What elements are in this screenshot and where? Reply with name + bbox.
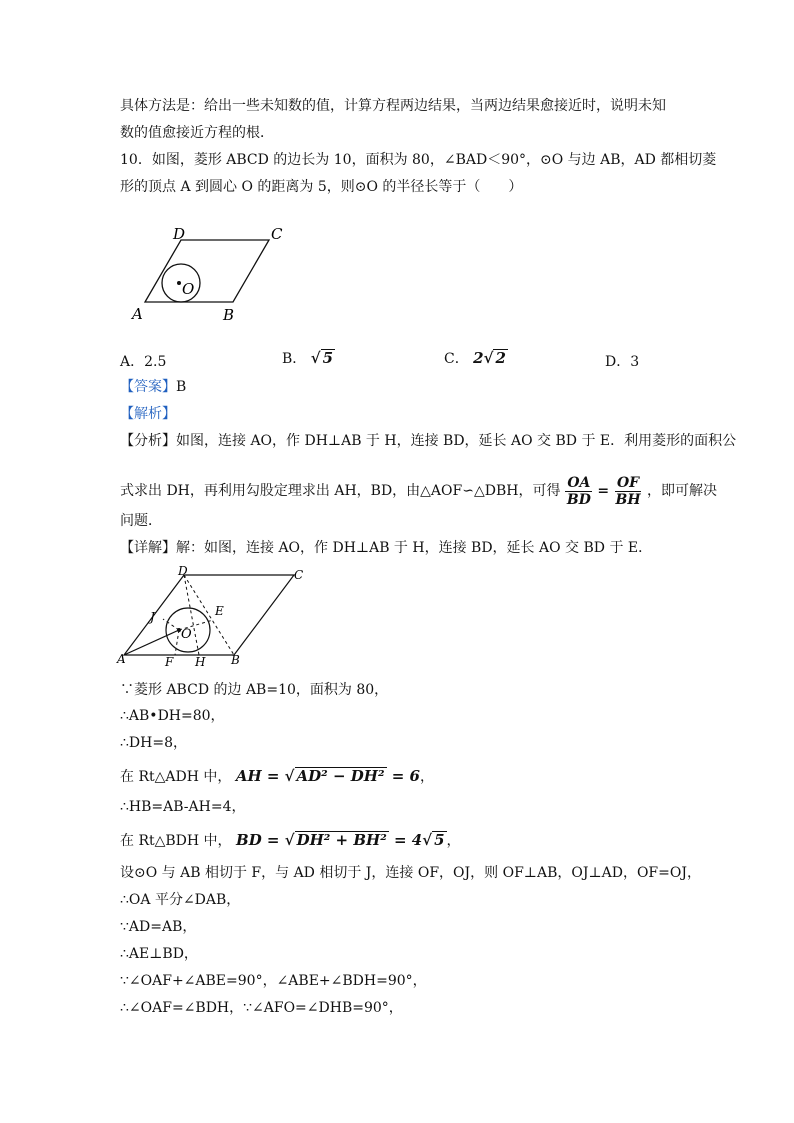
- step6-radicand: DH² + BH²: [296, 831, 387, 849]
- detail-line-1: [120, 538, 652, 558]
- segment-of-dashed: [175, 630, 179, 655]
- option-c-radicand: 2: [495, 349, 506, 367]
- fraction-equals: =: [597, 483, 610, 499]
- answer-line: [120, 377, 186, 397]
- solution-step-11: ∵∠OAF+∠ABE=90°，∠ABE+∠BDH=90°，: [120, 973, 427, 989]
- label-h-2: H: [195, 655, 206, 669]
- fenxi-line-1: [120, 431, 736, 451]
- question-line-2: 形的顶点 A 到圆心 O 的距离为 5，则⊙O 的半径长等于（ ）: [120, 179, 523, 195]
- frac1-den: BD: [566, 491, 591, 508]
- fraction-of-bh: [614, 475, 643, 508]
- solution-step-12: ∴∠OAF=∠BDH，∵∠AFO=∠DHB=90°，: [120, 1000, 403, 1016]
- step4-formula: AH = √ AD² − DH² = 6: [235, 767, 420, 785]
- step4-post: ，: [419, 769, 434, 785]
- detail-text-1: 解：如图，连接 AO，作 DH⊥AB 于 H，连接 BD，延长 AO 交 BD 于 E．: [176, 540, 653, 556]
- fenxi-text-1: 如图，连接 AO，作 DH⊥AB 于 H，连接 BD，延长 AO 交 BD 于 E．利用菱形的面积公: [176, 433, 737, 449]
- option-a-value: 2.5: [144, 354, 167, 370]
- step6-post: ，: [446, 833, 461, 849]
- label-a: A: [132, 305, 143, 323]
- step6-lhs: BD =: [236, 831, 285, 849]
- answer-value: B: [176, 379, 187, 395]
- segment-ao: [124, 630, 179, 655]
- segment-db-dashed: [184, 575, 234, 655]
- label-c-2: C: [294, 568, 304, 582]
- frac2-den: BH: [615, 491, 641, 508]
- solution-step-9: ∵AD=AB，: [120, 919, 197, 935]
- option-d-prefix: D．: [605, 354, 631, 370]
- fenxi-line-3: 问题．: [120, 513, 162, 529]
- intro-line-1: 具体方法是：给出一些未知数的值，计算方程两边结果，当两边结果愈接近时，说明未知: [120, 98, 666, 114]
- fenxi-text-2-post: ，即可解决: [647, 483, 718, 499]
- solution-step-5: ∴HB=AB-AH=4，: [120, 799, 246, 815]
- solution-step-1: ∵菱形 ABCD 的边 AB=10，面积为 80，: [120, 682, 389, 698]
- step4-pre: 在 Rt△ADH 中，: [120, 769, 232, 785]
- label-a-2: A: [117, 652, 126, 666]
- label-o: O: [182, 280, 195, 298]
- step6-rhs: = 4: [388, 831, 423, 849]
- detail-tag: 【详解】: [120, 540, 176, 556]
- rhombus-figure-2: [115, 563, 320, 671]
- label-b: B: [223, 306, 235, 324]
- fenxi-text-2-pre: 式求出 DH，再利用勾股定理求出 AH，BD，由△AOF∽△DBH，可得: [120, 483, 561, 499]
- option-b: [282, 348, 335, 369]
- solution-step-10: ∴AE⊥BD，: [120, 946, 198, 962]
- label-d-2: D: [178, 564, 188, 578]
- option-b-radicand: 5: [322, 349, 334, 367]
- step6-pre: 在 Rt△BDH 中，: [120, 833, 232, 849]
- fraction-oa-bd: [565, 475, 593, 508]
- option-a: [120, 352, 166, 372]
- option-b-prefix: B．: [282, 351, 307, 367]
- label-d: D: [173, 225, 186, 243]
- option-c: [444, 348, 508, 369]
- fenxi-tag: 【分析】: [120, 433, 176, 449]
- step6-formula: BD = √ DH² + BH² = 4√ 5: [236, 831, 445, 849]
- option-c-coef: 2: [473, 349, 484, 367]
- step6-radicand-2: 5: [434, 831, 445, 849]
- solution-step-6: [120, 830, 461, 851]
- label-j-2: J: [150, 610, 155, 624]
- segment-oj-dashed: [163, 619, 179, 630]
- analysis-tag: 【解析】: [120, 406, 176, 422]
- frac1-num: OA: [567, 474, 591, 491]
- option-d-value: 3: [630, 354, 640, 370]
- label-o-2: O: [181, 627, 192, 642]
- option-c-prefix: C．: [444, 351, 469, 367]
- fenxi-line-2: [120, 468, 717, 514]
- option-b-math: √ 5: [310, 349, 334, 367]
- solution-step-4: [120, 766, 434, 787]
- option-c-math: 2√ 2: [473, 349, 506, 367]
- rhombus-abcd: [145, 240, 269, 302]
- label-b-2: B: [231, 653, 240, 667]
- label-e-2: E: [215, 604, 224, 618]
- solution-step-2: ∴AB•DH=80，: [120, 708, 225, 724]
- rhombus-figure-1: [125, 222, 295, 327]
- step4-rhs: = 6: [386, 767, 420, 785]
- step4-radicand: AD² − DH²: [296, 767, 385, 785]
- frac2-num: OF: [616, 474, 640, 491]
- label-c: C: [271, 225, 283, 243]
- solution-step-8: ∴OA 平分∠DAB，: [120, 892, 241, 908]
- solution-step-3: ∴DH=8，: [120, 735, 187, 751]
- label-f-2: F: [165, 655, 174, 669]
- answer-tag: 【答案】: [120, 379, 176, 395]
- solution-step-7: 设⊙O 与 AB 相切于 F，与 AD 相切于 J，连接 OF，OJ，则 OF⊥AB，OJ⊥AD，OF=OJ，: [120, 865, 701, 881]
- question-line-1: 10．如图，菱形 ABCD 的边长为 10，面积为 80，∠BAD＜90°，⊙O 与边 AB，AD 都相切菱: [120, 152, 717, 168]
- center-o-dot: [177, 281, 181, 285]
- intro-line-2: 数的值愈接近方程的根．: [120, 125, 274, 141]
- option-d: [605, 352, 639, 372]
- step4-lhs: AH =: [235, 767, 285, 785]
- option-a-prefix: A．: [120, 354, 145, 370]
